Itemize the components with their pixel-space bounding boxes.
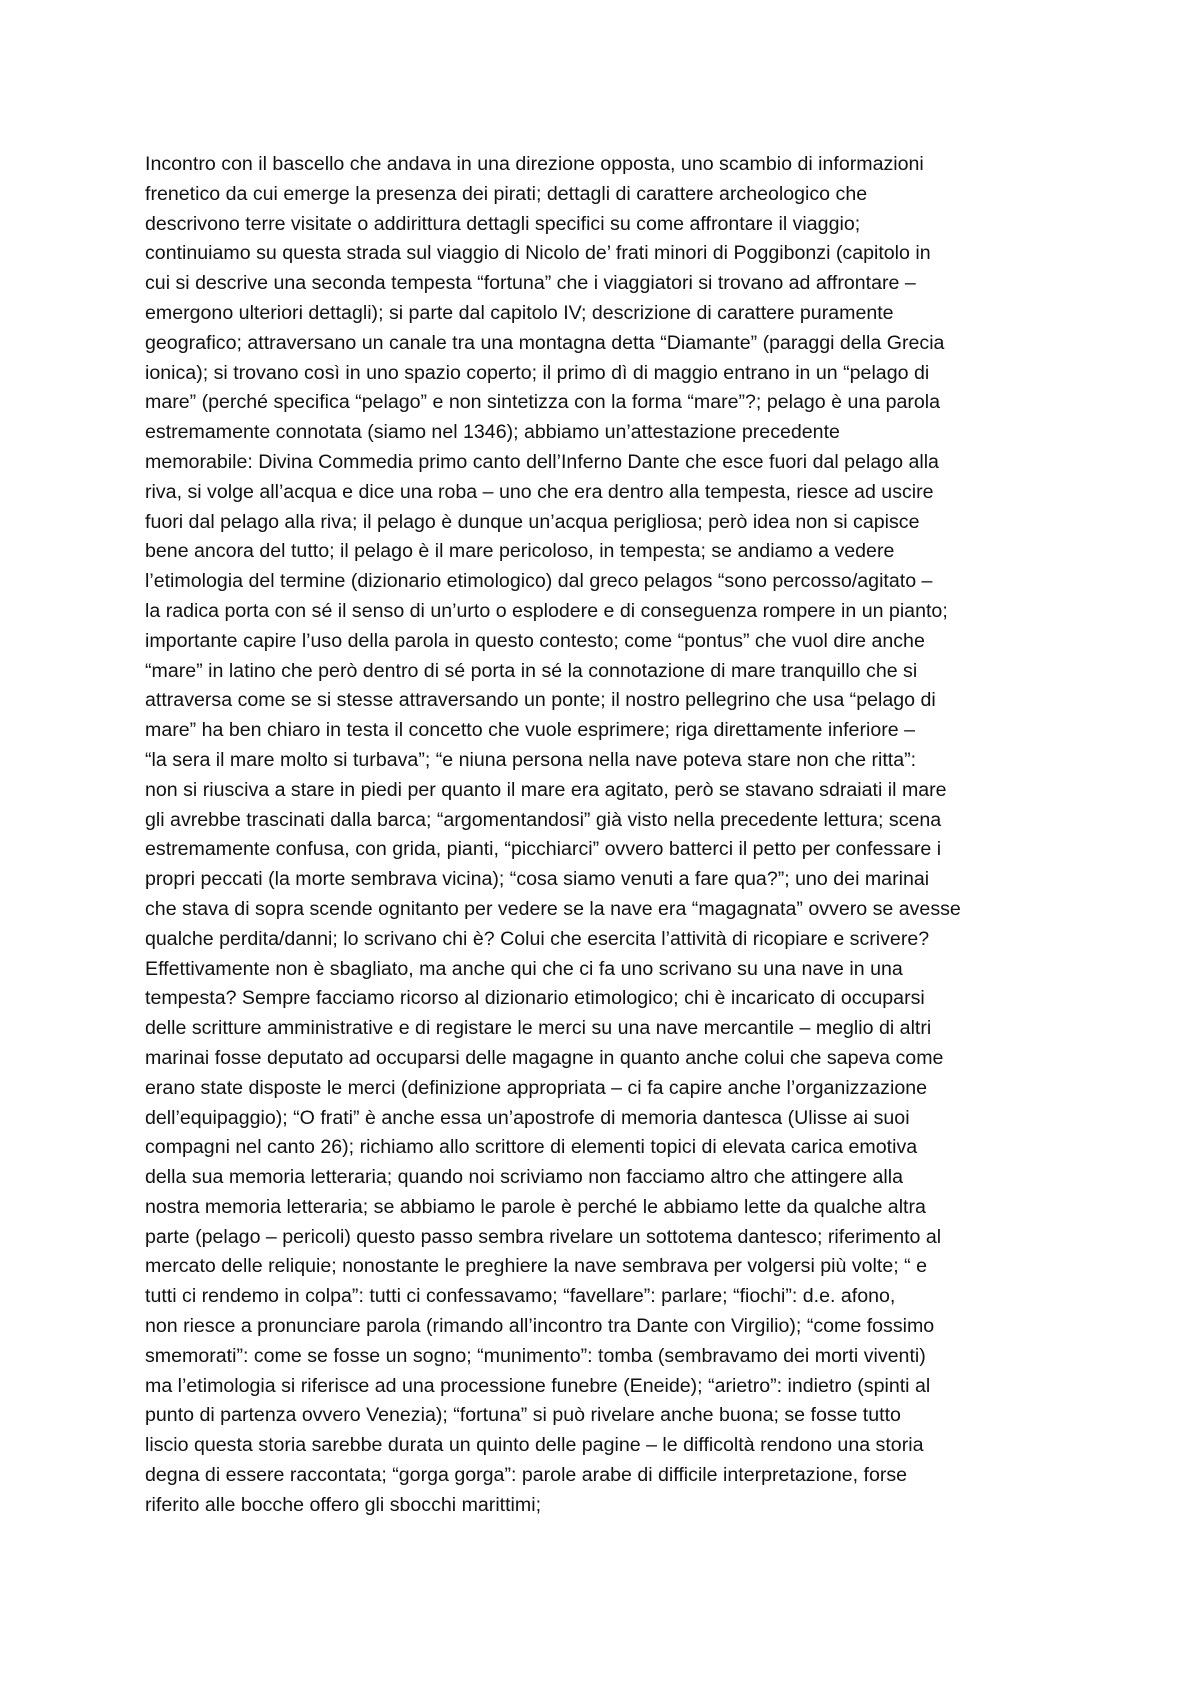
text-line: tempesta? Sempre facciamo ricorso al dizionario etimologico; chi è incaricato di occuparsi [145, 987, 925, 1010]
text-line: continuiamo su questa strada sul viaggio di Nicolo de’ frati minori di Poggibonzi (capitolo in [145, 242, 931, 265]
text-line: che stava di sopra scende ognitanto per vedere se la nave era “magagnata” ovvero se avesse [145, 897, 961, 920]
text-line: delle scritture amministrative e di registare le merci su una nave mercantile – meglio di altri [145, 1017, 932, 1040]
text-line: la radica porta con sé il senso di un’urto o esplodere e di conseguenza rompere in un pianto; [145, 599, 948, 622]
text-line: non si riusciva a stare in piedi per quanto il mare era agitato, però se stavano sdraiati il mare [145, 778, 947, 801]
text-line: emergono ulteriori dettagli); si parte dal capitolo IV; descrizione di carattere puramente [145, 301, 894, 324]
text-line: propri peccati (la morte sembrava vicina); “cosa siamo venuti a fare qua?”; uno dei marinai [145, 868, 930, 891]
text-line: nostra memoria letteraria; se abbiamo le parole è perché le abbiamo lette da qualche altra [145, 1195, 926, 1218]
text-line: Effettivamente non è sbagliato, ma anche qui che ci fa uno scrivano su una nave in una [145, 957, 903, 980]
text-line: punto di partenza ovvero Venezia); “fortuna” si può rivelare anche buona; se fosse tutto [145, 1404, 901, 1427]
text-line: mare” ha ben chiaro in testa il concetto che vuole esprimere; riga direttamente inferiore – [145, 719, 915, 742]
text-line: bene ancora del tutto; il pelago è il mare pericoloso, in tempesta; se andiamo a vedere [145, 540, 895, 563]
text-line: parte (pelago – pericoli) questo passo sembra rivelare un sottotema dantesco; riferimento al [145, 1225, 942, 1248]
text-line: qualche perdita/danni; lo scrivano chi è? Colui che esercita l’attività di ricopiare e scrivere? [145, 927, 930, 950]
text-line: cui si descrive una seconda tempesta “fortuna” che i viaggiatori si trovano ad affrontare – [145, 272, 916, 295]
text-line: non riesce a pronunciare parola (rimando all’incontro tra Dante con Virgilio); “come fossimo [145, 1315, 935, 1338]
text-line: frenetico da cui emerge la presenza dei pirati; dettagli di carattere archeologico che [145, 182, 868, 205]
text-line: memorabile: Divina Commedia primo canto dell’Inferno Dante che esce fuori dal pelago alla [145, 450, 939, 473]
text-line: estremamente connotata (siamo nel 1346); abbiamo un’attestazione precedente [145, 421, 840, 444]
text-line: attraversa come se si stesse attraversando un ponte; il nostro pellegrino che usa “pelago di [145, 689, 936, 712]
text-line: della sua memoria letteraria; quando noi scriviamo non facciamo altro che attingere alla [145, 1166, 904, 1189]
text-line: gli avrebbe trascinati dalla barca; “argomentandosi” già visto nella precedente lettura; scena [145, 808, 942, 831]
text-line: l’etimologia del termine (dizionario etimologico) dal greco pelagos “sono percosso/agitato – [145, 570, 933, 593]
text-line: smemorati”: come se fosse un sogno; “munimento”: tomba (sembravamo dei morti viventi) [145, 1344, 926, 1367]
text-line: “la sera il mare molto si turbava”; “e niuna persona nella nave poteva stare non che ritta”: [145, 748, 917, 771]
text-line: tutti ci rendemo in colpa”: tutti ci confessavamo; “favellare”: parlare; “fiochi”: d.e. afono, [145, 1285, 896, 1308]
text-line: estremamente confusa, con grida, pianti, “picchiarci” ovvero batterci il petto per confessare i [145, 838, 942, 861]
text-line: mercato delle reliquie; nonostante le preghiere la nave sembrava per volgersi più volte; “ e [145, 1255, 928, 1278]
text-line: dell’equipaggio); “O frati” è anche essa un’apostrofe di memoria dantesca (Ulisse ai suoi [145, 1106, 910, 1129]
text-line: importante capire l’uso della parola in questo contesto; come “pontus” che vuol dire anche [145, 629, 925, 652]
body-paragraph [145, 150, 1075, 1521]
text-line: marinai fosse deputato ad occuparsi delle magagne in quanto anche colui che sapeva come [145, 1046, 944, 1069]
text-line: riva, si volge all’acqua e dice una roba – uno che era dentro alla tempesta, riesce ad uscire [145, 480, 934, 503]
text-line: ma l’etimologia si riferisce ad una processione funebre (Eneide); “arietro”: indietro (spinti al [145, 1374, 931, 1397]
text-line: degna di essere raccontata; “gorga gorga”: parole arabe di difficile interpretazione, forse [145, 1464, 908, 1487]
text-line: mare” (perché specifica “pelago” e non sintetizza con la forma “mare”?; pelago è una parola [145, 391, 941, 414]
text-line: ionica); si trovano così in uno spazio coperto; il primo dì di maggio entrano in un “pelago di [145, 361, 930, 384]
text-line: liscio questa storia sarebbe durata un quinto delle pagine – le difficoltà rendono una storia [145, 1434, 924, 1457]
text-line: geografico; attraversano un canale tra una montagna detta “Diamante” (paraggi della Grecia [145, 331, 945, 354]
text-line: compagni nel canto 26); richiamo allo scrittore di elementi topici di elevata carica emotiva [145, 1136, 918, 1159]
text-line: fuori dal pelago alla riva; il pelago è dunque un’acqua perigliosa; però idea non si capisce [145, 510, 920, 533]
text-line: Incontro con il bascello che andava in una direzione opposta, uno scambio di informazioni [145, 153, 924, 175]
text-line: riferito alle bocche offero gli sbocchi marittimi; [145, 1493, 542, 1516]
text-line: “mare” in latino che però dentro di sé porta in sé la connotazione di mare tranquillo che si [145, 659, 918, 682]
text-line: erano state disposte le merci (definizione appropriata – ci fa capire anche l’organizzazione [145, 1076, 928, 1099]
text-line: descrivono terre visitate o addirittura dettagli specifici su come affrontare il viaggio; [145, 212, 861, 235]
